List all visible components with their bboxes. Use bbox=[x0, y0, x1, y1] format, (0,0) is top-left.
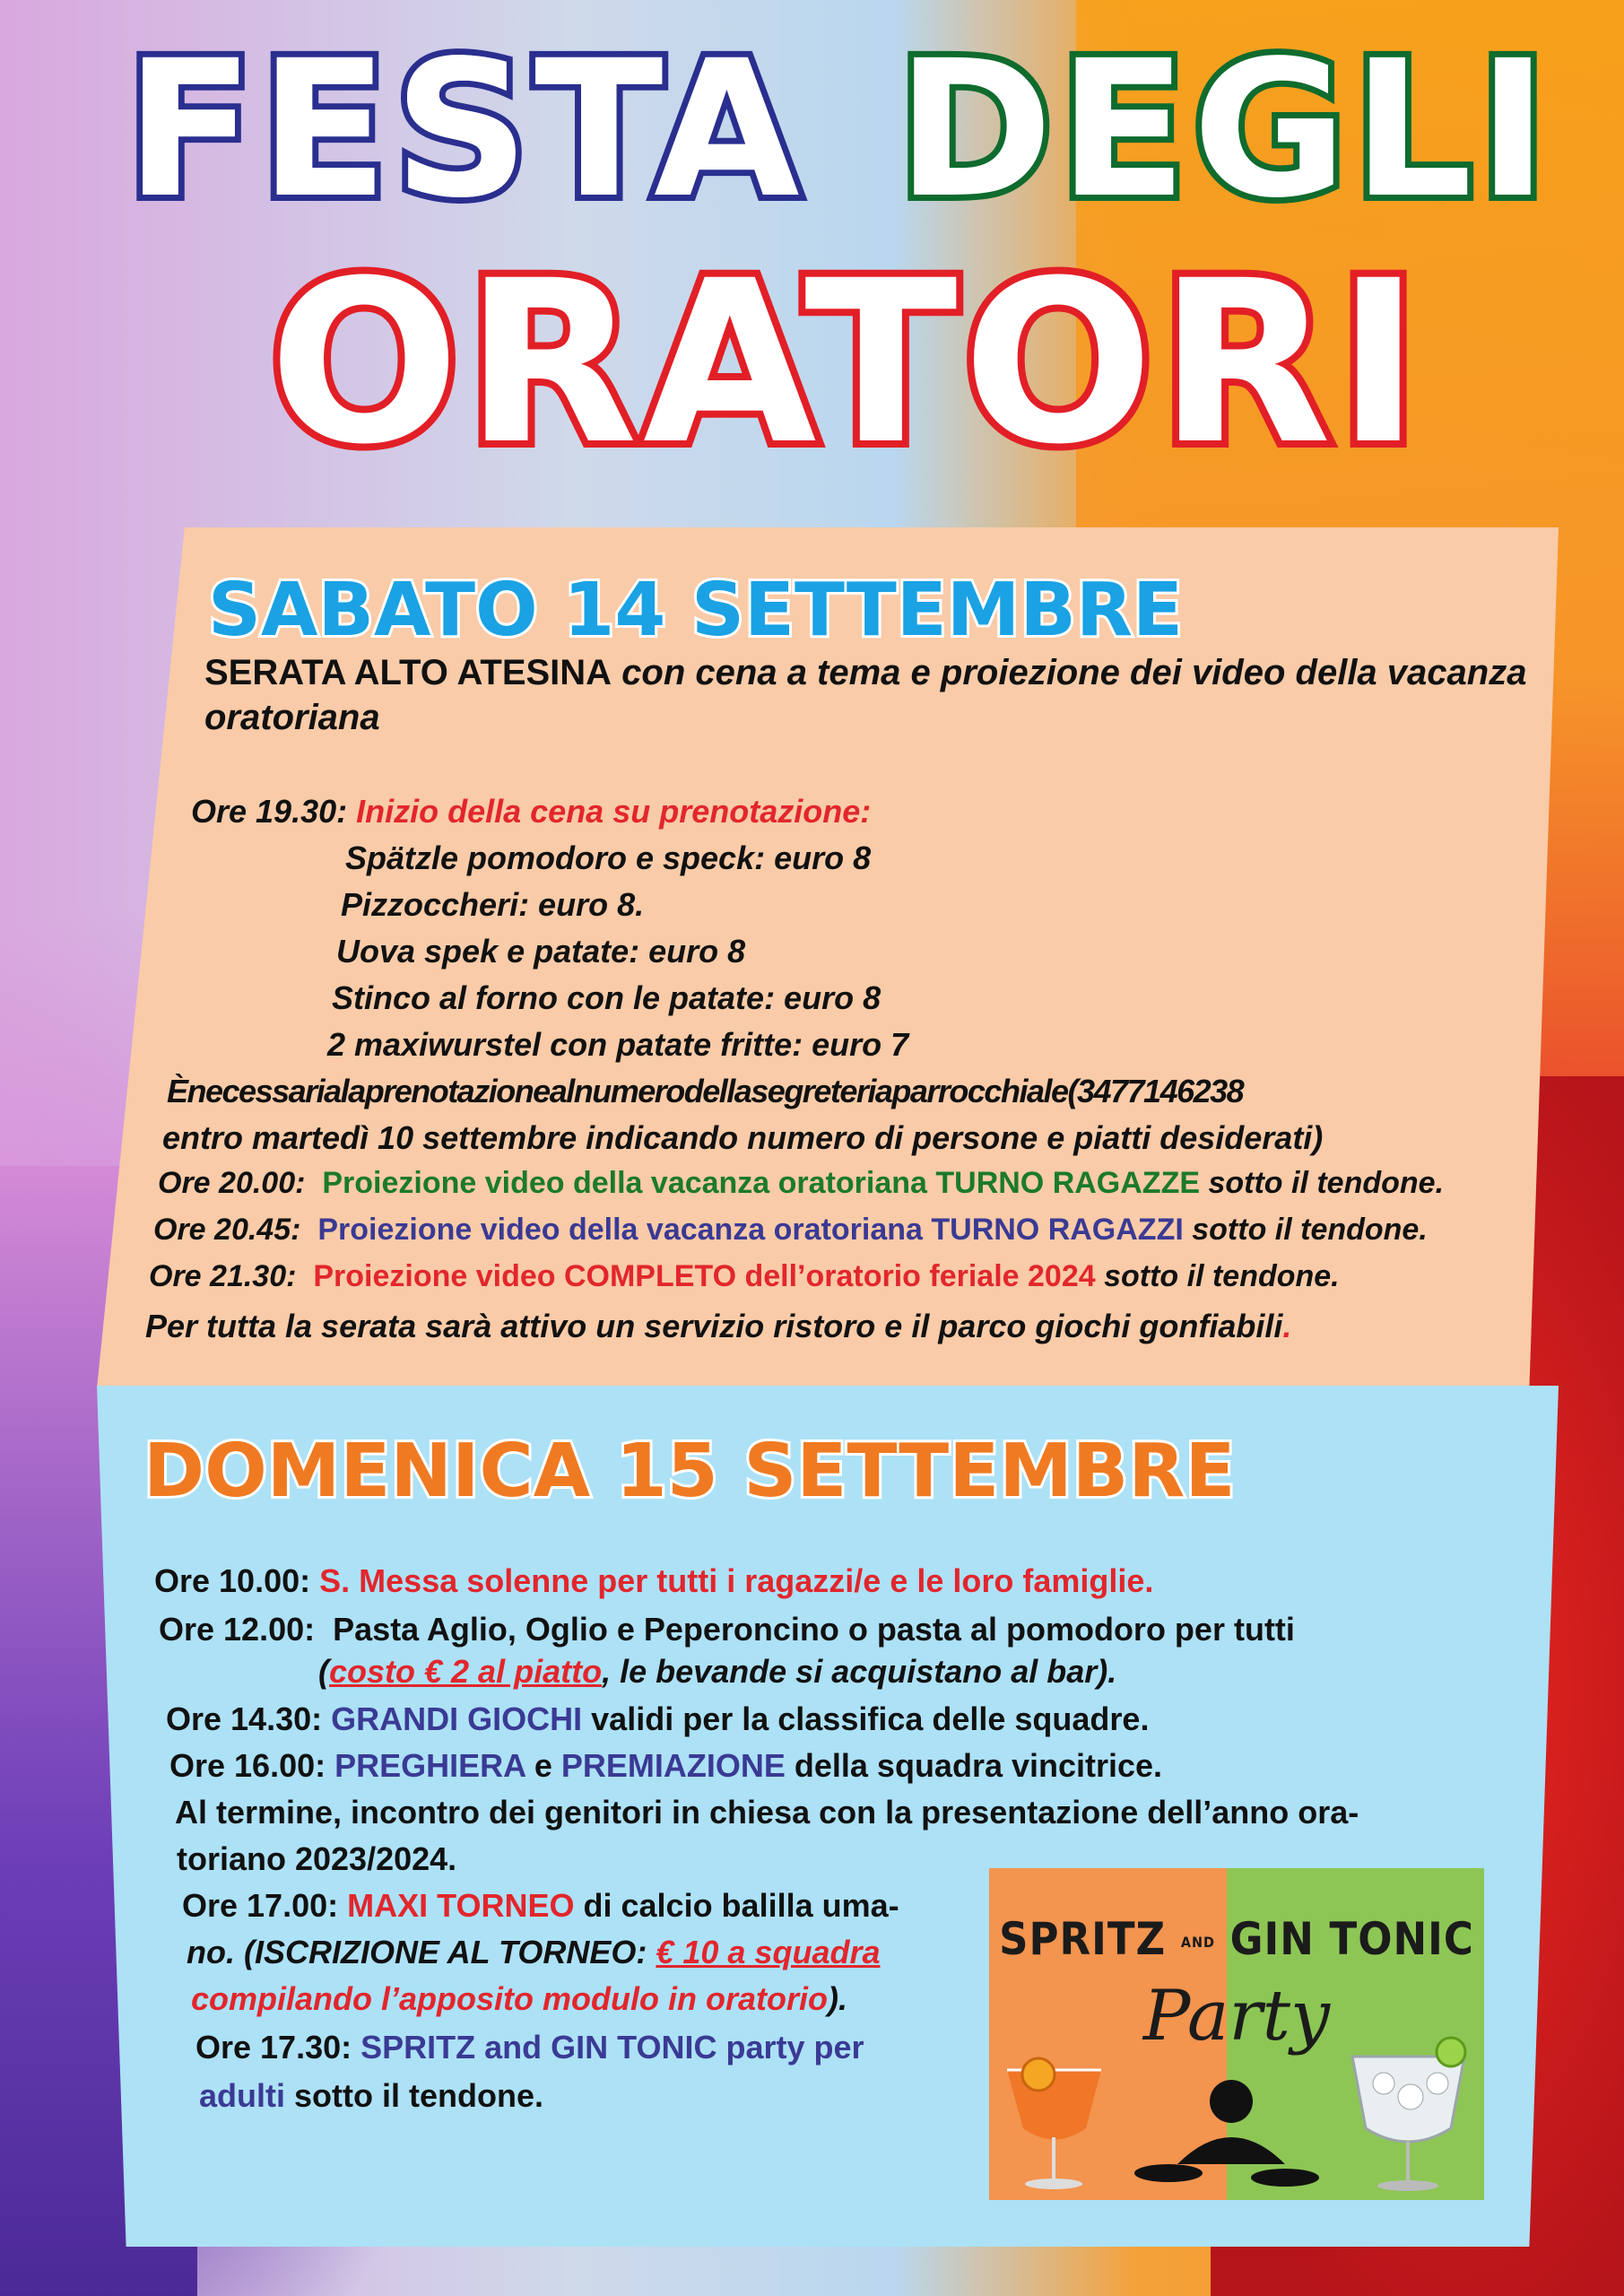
event-tail: sotto il tendone. bbox=[1183, 1213, 1428, 1247]
sunday-games bbox=[166, 1700, 1149, 1737]
subtitle-rest: con cena a tema e proiezione dei video della vacanza oratoriana bbox=[204, 653, 1527, 737]
event-tail: sotto il tendone. bbox=[1200, 1166, 1445, 1200]
booking-line-2: entro martedì 10 settembre indicando numero di persone e piatti desiderati) bbox=[162, 1119, 1324, 1156]
menu-item: Spätzle pomodoro e speck: euro 8 bbox=[345, 839, 872, 876]
event-boys-video bbox=[153, 1213, 1428, 1248]
sunday-heading: DOMENICA 15 SETTEMBRE bbox=[143, 1429, 1236, 1514]
dinner-label: Inizio della cena su prenotazione: bbox=[356, 793, 872, 830]
closing-dot: . bbox=[1282, 1308, 1292, 1344]
dj-icon bbox=[1134, 2080, 1319, 2187]
event-time: Ore 16.00: bbox=[169, 1747, 326, 1784]
tournament-registration bbox=[187, 1934, 880, 1970]
event-text: validi per la classifica delle squadre. bbox=[582, 1700, 1150, 1737]
menu-item: Uova spek e patate: euro 8 bbox=[336, 933, 746, 970]
event-text: Pasta Aglio, Oglio e Peperoncino o pasta al pomodoro per tutti bbox=[333, 1611, 1295, 1648]
module-text: compilando l’apposito modulo in oratorio bbox=[191, 1980, 828, 2017]
title-festa: FESTA bbox=[126, 20, 805, 239]
event-time: Ore 20.00: bbox=[158, 1166, 306, 1200]
event-text: Proiezione video della vacanza oratoriana TURNO RAGAZZI bbox=[317, 1213, 1184, 1247]
event-highlight: PREMIAZIONE bbox=[560, 1747, 786, 1784]
saturday-heading: SABATO 14 SETTEMBRE bbox=[208, 568, 1184, 653]
menu-item: Pizzoccheri: euro 8. bbox=[341, 886, 645, 923]
event-time: Ore 10.00: bbox=[154, 1562, 311, 1599]
sunday-tournament bbox=[182, 1887, 899, 1924]
party-word-gin-tonic: GIN TONIC bbox=[1229, 1913, 1474, 1965]
sunday-lunch-note bbox=[318, 1653, 1116, 1690]
dinner-time: Ore 19.30 bbox=[191, 793, 337, 830]
poster-title bbox=[0, 0, 1624, 502]
spritz-glass-icon bbox=[1007, 2058, 1101, 2189]
menu-item: Stinco al forno con le patate: euro 8 bbox=[332, 979, 881, 1016]
party-illustration bbox=[989, 1868, 1484, 2200]
event-text: della squadra vincitrice. bbox=[785, 1747, 1163, 1784]
dinner-line: Ore 19.30: Inizio della cena su prenotazione: bbox=[191, 793, 872, 830]
party-word-and: AND bbox=[1180, 1934, 1215, 1951]
lunch-cost: costo € 2 al piatto bbox=[329, 1653, 603, 1690]
event-text: sotto il tendone. bbox=[285, 2077, 543, 2114]
party-word-spritz: SPRITZ bbox=[999, 1913, 1167, 1965]
registration-fee: € 10 a squadra bbox=[656, 1934, 881, 1970]
event-time: Ore 17.30: bbox=[195, 2029, 352, 2066]
event-text: S. Messa solenne per tutti i ragazzi/e e le loro famiglie. bbox=[319, 1562, 1154, 1599]
saturday-subtitle bbox=[204, 650, 1532, 740]
event-time: Ore 14.30: bbox=[166, 1700, 323, 1737]
module-close: ). bbox=[827, 1980, 847, 2017]
spritz-gin-tonic-party-image bbox=[989, 1868, 1484, 2200]
event-highlight: adulti bbox=[199, 2077, 285, 2114]
paren: ( bbox=[318, 1653, 329, 1690]
event-text: Proiezione video COMPLETO dell’oratorio feriale 2024 bbox=[313, 1259, 1096, 1293]
event-time: Ore 12.00: bbox=[159, 1611, 316, 1648]
subtitle-bold: SERATA ALTO ATESINA bbox=[204, 653, 612, 692]
parents-meeting-1: Al termine, incontro dei genitori in chiesa con la presentazione dell’anno ora- bbox=[175, 1794, 1359, 1831]
gin-tonic-glass-icon bbox=[1352, 2038, 1465, 2191]
booking-line-1: Ènecessarialaprenotazionealnumerodellasegreteriaparrocchiale(3477146238 bbox=[167, 1073, 1244, 1109]
event-text: di calcio balilla uma- bbox=[574, 1887, 899, 1924]
sunday-spritz bbox=[195, 2029, 864, 2066]
saturday-closing bbox=[145, 1308, 1291, 1344]
event-time: Ore 21.30: bbox=[149, 1259, 297, 1293]
sunday-prayer bbox=[169, 1747, 1162, 1784]
event-text: Proiezione video della vacanza oratoriana TURNO RAGAZZE bbox=[322, 1166, 1201, 1200]
event-time: Ore 17.00: bbox=[182, 1887, 339, 1924]
event-highlight: SPRITZ and GIN TONIC party per bbox=[360, 2029, 864, 2066]
event-mid: e bbox=[525, 1747, 561, 1784]
event-highlight: MAXI TORNEO bbox=[347, 1887, 575, 1924]
closing-text: Per tutta la serata sarà attivo un servizio ristoro e il parco giochi gonfiabili bbox=[145, 1308, 1283, 1344]
registration-text: no. (ISCRIZIONE AL TORNEO: bbox=[187, 1934, 656, 1970]
event-time: Ore 20.45: bbox=[153, 1213, 301, 1247]
event-full-video bbox=[149, 1259, 1340, 1294]
title-degli: DEGLI bbox=[897, 20, 1554, 239]
event-highlight: PREGHIERA bbox=[334, 1747, 525, 1784]
event-girls-video bbox=[158, 1166, 1444, 1201]
menu-item: 2 maxiwurstel con patate fritte: euro 7 bbox=[327, 1026, 909, 1063]
parents-meeting-2: toriano 2023/2024. bbox=[177, 1840, 457, 1877]
event-tail: sotto il tendone. bbox=[1095, 1259, 1340, 1293]
party-script: Party bbox=[1142, 1976, 1331, 2057]
event-highlight: GRANDI GIOCHI bbox=[331, 1700, 583, 1737]
lunch-note: , le bevande si acquistano al bar). bbox=[602, 1653, 1117, 1690]
sunday-lunch bbox=[159, 1611, 1295, 1648]
sunday-spritz-2 bbox=[199, 2077, 543, 2114]
tournament-module bbox=[191, 1980, 847, 2017]
sunday-mass bbox=[154, 1562, 1153, 1599]
title-oratori: ORATORI bbox=[269, 232, 1426, 493]
